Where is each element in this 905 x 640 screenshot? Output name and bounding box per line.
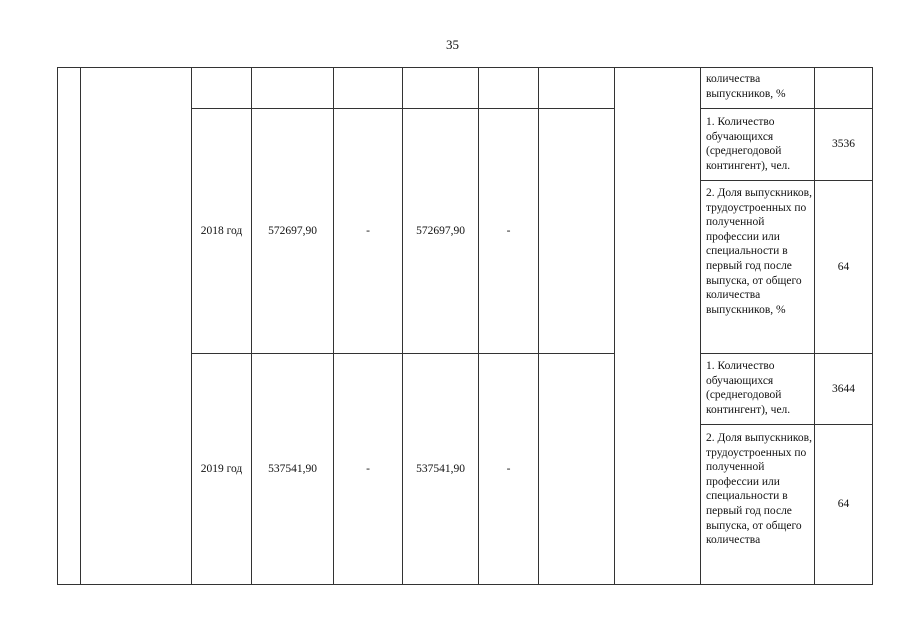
indicator-value: 3536	[832, 138, 855, 151]
amount-total-cell: 537541,90	[268, 462, 317, 475]
amount-other-cell: -	[506, 462, 511, 475]
table-border-top	[57, 67, 873, 68]
amount-federal-cell: -	[366, 224, 370, 237]
amount-regional-cell: 537541,90	[416, 462, 465, 475]
indicator-value: 3644	[832, 382, 855, 395]
indicator-value: 64	[837, 498, 850, 511]
indicator-name: 2. Доля выпускников, трудоустроенных по полученной профессии или специальности в первый год после выпуска, от общего количества	[706, 432, 812, 547]
amount-other-cell: -	[506, 224, 511, 237]
page-number: 35	[446, 37, 459, 52]
indicator-value: 64	[837, 260, 850, 273]
column-divider	[80, 67, 81, 585]
amount-federal-cell: -	[366, 462, 370, 475]
indicator-name: 1. Количество обучающихся (среднегодовой контингент), чел.	[706, 360, 791, 416]
indicator-name: количества выпускников, %	[706, 73, 786, 100]
year-cell: 2018 год	[200, 224, 243, 237]
table-border-bottom	[57, 584, 873, 585]
amount-total-cell: 572697,90	[268, 224, 317, 237]
amount-regional-cell: 572697,90	[416, 224, 465, 237]
column-divider	[538, 67, 539, 585]
program-table	[57, 67, 873, 585]
year-cell: 2019 год	[200, 462, 243, 475]
table-border-left	[57, 67, 58, 585]
indicator-name: 2. Доля выпускников, трудоустроенных по полученной профессии или специальности в первый год после выпуска, от общего количества выпускников, %	[706, 187, 812, 316]
table-border-right	[872, 67, 873, 585]
column-divider	[614, 67, 615, 585]
indicator-name: 1. Количество обучающихся (среднегодовой контингент), чел.	[706, 116, 791, 172]
